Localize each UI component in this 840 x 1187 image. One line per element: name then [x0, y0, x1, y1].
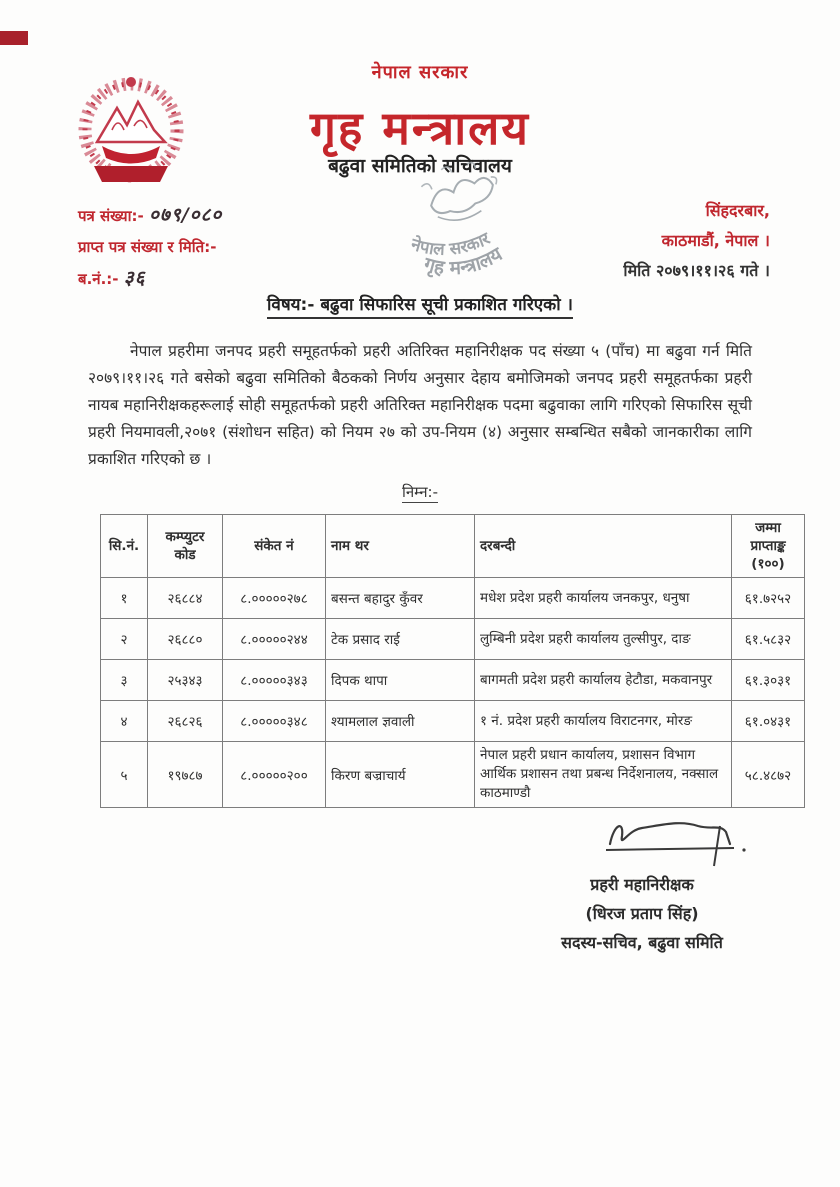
cell-code-no: ८.०००००२७८	[223, 578, 326, 619]
col-header-posting: दरबन्दी	[475, 515, 732, 578]
cell-name: किरण बज्राचार्य	[326, 742, 475, 808]
subject-text: विषय:- बढुवा सिफारिस सूची प्रकाशित गरिएको ।	[267, 295, 573, 319]
table-row	[101, 660, 805, 701]
col-header-computer-code: कम्प्युटर कोड	[148, 515, 223, 578]
place-line1: सिंहदरबार,	[705, 201, 770, 220]
table-row	[101, 742, 805, 808]
cell-serial: ३	[101, 660, 148, 701]
signature-block	[512, 810, 772, 957]
subject-line	[0, 292, 840, 315]
cell-computer-code: २६८८०	[148, 619, 223, 660]
cell-marks: ६१.३०३१	[732, 660, 805, 701]
cell-marks: ६१.७२५२	[732, 578, 805, 619]
cell-posting: नेपाल प्रहरी प्रधान कार्यालय, प्रशासन विभाग आर्थिक प्रशासन तथा प्रबन्ध निर्देशनालय, नक्साल काठमाण्डौ	[475, 742, 732, 808]
letter-number-label: पत्र संख्या:-	[78, 207, 144, 225]
signatory-role: सदस्य-सचिव, बढुवा समिति	[561, 933, 723, 952]
col-header-name: नाम थर	[326, 515, 475, 578]
cell-code-no: ८.०००००२४४	[223, 619, 326, 660]
cell-name: टेक प्रसाद राई	[326, 619, 475, 660]
signatory-name: (धिरज प्रताप सिंह)	[585, 904, 699, 923]
cell-posting: मधेश प्रदेश प्रहरी कार्यालय जनकपुर, धनुषा	[475, 578, 732, 619]
cell-name: श्यामलाल ज्ञवाली	[326, 701, 475, 742]
stamp-text-line2: गृह मन्त्रालय	[421, 243, 507, 280]
cell-code-no: ८.०००००३४८	[223, 701, 326, 742]
list-heading-text: निम्न:-	[401, 483, 439, 501]
table-header-row	[101, 515, 805, 578]
cell-marks: ५८.४८७२	[732, 742, 805, 808]
government-name: नेपाल सरकार	[371, 62, 469, 83]
table-row	[101, 619, 805, 660]
cell-computer-code: २६८८४	[148, 578, 223, 619]
letter-number-value-handwritten: ०७९/०८०	[148, 204, 223, 226]
stamp-text-line1: नेपाल सरकार	[408, 228, 494, 260]
secretariat-subtitle: बढुवा समितिको सचिवालय	[328, 155, 512, 177]
cell-code-no: ८.०००००३४३	[223, 660, 326, 701]
col-header-code-no: संकेत नं	[223, 515, 326, 578]
cell-serial: ५	[101, 742, 148, 808]
cell-posting: बागमती प्रदेश प्रहरी कार्यालय हेटौडा, मकवानपुर	[475, 660, 732, 701]
table-row	[101, 578, 805, 619]
cell-computer-code: २६८२६	[148, 701, 223, 742]
list-heading	[0, 482, 840, 502]
ministry-rubber-stamp-icon	[368, 132, 547, 303]
letter-number-line	[78, 200, 222, 232]
cell-computer-code: १९७८७	[148, 742, 223, 808]
signatory-title: प्रहरी महानिरीक्षक	[590, 875, 694, 894]
cell-marks: ६१.०४३१	[732, 701, 805, 742]
place-line2: काठमाडौं, नेपाल ।	[661, 231, 770, 250]
cell-posting: लुम्बिनी प्रदेश प्रहरी कार्यालय तुल्सीपुर, दाङ	[475, 619, 732, 660]
letter-meta-right	[623, 196, 770, 286]
table-row	[101, 701, 805, 742]
cell-computer-code: २५३४३	[148, 660, 223, 701]
col-header-total-marks: जम्मा प्राप्ताङ्क (१००)	[732, 515, 805, 578]
cell-posting: १ नं. प्रदेश प्रहरी कार्यालय विराटनगर, मोरङ	[475, 701, 732, 742]
cell-name: दिपक थापा	[326, 660, 475, 701]
cell-marks: ६१.५८३२	[732, 619, 805, 660]
col-header-serial: सि.नं.	[101, 515, 148, 578]
cell-serial: २	[101, 619, 148, 660]
b-number-line	[78, 263, 222, 295]
cell-serial: ४	[101, 701, 148, 742]
promotion-table-wrapper	[100, 514, 792, 808]
date-line: मिति २०७९।११।२६ गते ।	[623, 261, 770, 280]
b-number-value-handwritten: ३६	[123, 267, 146, 289]
body-paragraph: नेपाल प्रहरीमा जनपद प्रहरी समूहतर्फको प्रहरी अतिरिक्त महानिरीक्षक पद संख्या ५ (पाँच) मा बढुवा गर्न मिति २०७९।११।२६ गते बसेको बढुवा समितिको बैठकको निर्णय अनुसार देहाय बमोजिमको जनपद प्रहरी समूहतर्फका प्रहरी नायब महानिरीक्षकहरूलाई सोही समूहतर्फको प्रहरी अतिरिक्त महानिरीक्षक पदमा बढुवाका लागि गरिएको सिफारिस सूची प्रहरी नियमावली,२०७१ (संशोधन सहित) को नियम २७ को उप-नियम (४) अनुसार सम्बन्धित सबैको जानकारीका लागि प्रकाशित गरिएको छ ।	[88, 342, 752, 468]
ministry-title: गृह मन्त्रालय	[310, 101, 530, 155]
cell-name: बसन्त बहादुर कुँवर	[326, 578, 475, 619]
promotion-recommendation-table	[100, 514, 805, 808]
cell-code-no: ८.०००००२००	[223, 742, 326, 808]
b-number-label: ब.नं.:-	[78, 270, 119, 288]
received-letter-line: प्राप्त पत्र संख्या र मिति:-	[78, 238, 217, 256]
cell-serial: १	[101, 578, 148, 619]
handwritten-signature-icon	[602, 810, 752, 868]
red-corner-mark	[0, 31, 28, 45]
letter-meta-left	[78, 200, 222, 295]
